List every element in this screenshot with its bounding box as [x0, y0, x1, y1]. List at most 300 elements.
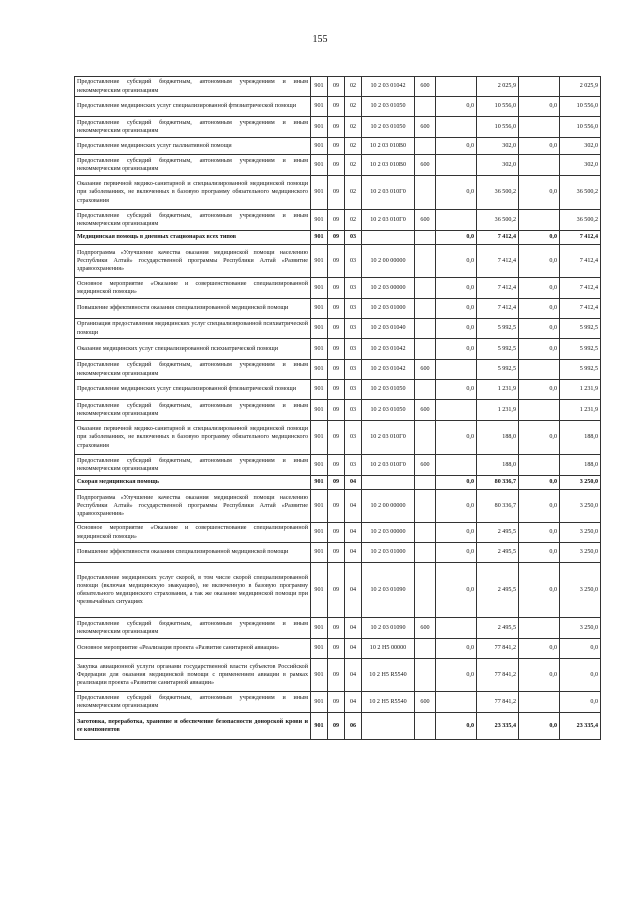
value-col-4: 188,0 — [560, 421, 601, 455]
target-article-code: 10 2 03 01090 — [362, 563, 415, 618]
admin-code: 901 — [311, 176, 328, 210]
expense-type-code: 600 — [415, 692, 436, 713]
value-col-4: 1 231,9 — [560, 380, 601, 400]
value-col-1: 0,0 — [436, 176, 477, 210]
table-row — [75, 380, 601, 400]
value-col-4: 0,0 — [560, 659, 601, 692]
value-col-4: 0,0 — [560, 639, 601, 659]
value-col-1: 0,0 — [436, 476, 477, 490]
section-code: 09 — [328, 77, 345, 97]
target-article-code: 10 2 00 00000 — [362, 245, 415, 278]
value-col-4: 7 412,4 — [560, 231, 601, 245]
value-col-1: 0,0 — [436, 490, 477, 523]
value-col-2: 7 412,4 — [477, 245, 519, 278]
admin-code: 901 — [311, 692, 328, 713]
row-name: Предоставление субсидий бюджетным, автономным учреждениям и иным некоммерческим организациям — [75, 692, 311, 713]
value-col-3: 0,0 — [519, 278, 560, 299]
section-code: 09 — [328, 339, 345, 360]
expense-type-code: 600 — [415, 455, 436, 476]
expense-type-code — [415, 278, 436, 299]
expense-type-code — [415, 319, 436, 339]
value-col-3 — [519, 455, 560, 476]
value-col-4: 2 025,9 — [560, 77, 601, 97]
table-row — [75, 543, 601, 563]
admin-code: 901 — [311, 543, 328, 563]
admin-code: 901 — [311, 155, 328, 176]
value-col-3: 0,0 — [519, 138, 560, 155]
value-col-1: 0,0 — [436, 299, 477, 319]
section-code: 09 — [328, 639, 345, 659]
section-code: 09 — [328, 319, 345, 339]
table-row — [75, 138, 601, 155]
subsection-code: 03 — [345, 278, 362, 299]
row-name: Предоставление медицинских услуг скорой, в том числе скорой специализированной помощи (включая медицинскую эвакуацию), не включенную в базовую программу обязательного медицинского страхования, а так же оказание медицинской помощи при чрезвычайных ситуациях — [75, 563, 311, 618]
value-col-3 — [519, 618, 560, 639]
value-col-3 — [519, 155, 560, 176]
value-col-4: 3 250,0 — [560, 543, 601, 563]
subsection-code: 03 — [345, 319, 362, 339]
value-col-3: 0,0 — [519, 231, 560, 245]
target-article-code: 10 2 03 01040 — [362, 319, 415, 339]
section-code: 09 — [328, 299, 345, 319]
expense-type-code — [415, 231, 436, 245]
row-name: Предоставление субсидий бюджетным, автономным учреждениям и иным некоммерческим организациям — [75, 360, 311, 380]
value-col-1 — [436, 455, 477, 476]
table-row — [75, 490, 601, 523]
admin-code: 901 — [311, 319, 328, 339]
table-row — [75, 176, 601, 210]
value-col-4: 3 250,0 — [560, 618, 601, 639]
value-col-3 — [519, 117, 560, 138]
table-row — [75, 659, 601, 692]
row-name: Оказание первичной медико-санитарной и специализированной медицинской помощи при заболеваниях, не включенных в базовую программу обязательного медицинского страхования — [75, 176, 311, 210]
value-col-3: 0,0 — [519, 639, 560, 659]
section-code: 09 — [328, 278, 345, 299]
section-code: 09 — [328, 400, 345, 421]
value-col-2: 77 841,2 — [477, 692, 519, 713]
subsection-code: 02 — [345, 97, 362, 117]
admin-code: 901 — [311, 278, 328, 299]
value-col-1: 0,0 — [436, 278, 477, 299]
table-row — [75, 155, 601, 176]
table-row — [75, 400, 601, 421]
target-article-code: 10 2 H5 R5540 — [362, 659, 415, 692]
value-col-1: 0,0 — [436, 563, 477, 618]
value-col-3: 0,0 — [519, 380, 560, 400]
section-code: 09 — [328, 155, 345, 176]
admin-code: 901 — [311, 299, 328, 319]
value-col-4: 36 500,2 — [560, 176, 601, 210]
expense-type-code — [415, 380, 436, 400]
value-col-2: 5 992,5 — [477, 339, 519, 360]
subsection-code: 03 — [345, 245, 362, 278]
value-col-4: 3 250,0 — [560, 490, 601, 523]
value-col-2: 2 495,5 — [477, 618, 519, 639]
admin-code: 901 — [311, 421, 328, 455]
row-name: Скорая медицинская помощь — [75, 476, 311, 490]
admin-code: 901 — [311, 231, 328, 245]
table-row — [75, 360, 601, 380]
admin-code: 901 — [311, 97, 328, 117]
section-code: 09 — [328, 117, 345, 138]
value-col-2: 302,0 — [477, 155, 519, 176]
admin-code: 901 — [311, 659, 328, 692]
row-name: Основное мероприятие «Оказание и совершенствование специализированной медицинской помощи» — [75, 523, 311, 543]
value-col-4: 7 412,4 — [560, 245, 601, 278]
admin-code: 901 — [311, 563, 328, 618]
value-col-3 — [519, 210, 560, 231]
target-article-code: 10 2 03 01000 — [362, 543, 415, 563]
value-col-4: 23 335,4 — [560, 713, 601, 740]
value-col-2: 10 556,0 — [477, 117, 519, 138]
table-row — [75, 210, 601, 231]
value-col-1: 0,0 — [436, 380, 477, 400]
value-col-1 — [436, 692, 477, 713]
table-row — [75, 278, 601, 299]
expense-type-code — [415, 490, 436, 523]
value-col-4: 5 992,5 — [560, 360, 601, 380]
row-name: Оказание первичной медико-санитарной и специализированной медицинской помощи при заболеваниях, не включенных в базовую программу обязательного медицинского страхования — [75, 421, 311, 455]
value-col-2: 77 841,2 — [477, 659, 519, 692]
subsection-code: 02 — [345, 117, 362, 138]
value-col-4: 10 556,0 — [560, 117, 601, 138]
value-col-3: 0,0 — [519, 421, 560, 455]
value-col-2: 7 412,4 — [477, 231, 519, 245]
table-row — [75, 455, 601, 476]
value-col-3: 0,0 — [519, 563, 560, 618]
subsection-code: 03 — [345, 400, 362, 421]
target-article-code: 10 2 03 01090 — [362, 618, 415, 639]
row-name: Предоставление медицинских услуг специализированной фтизиатрической помощи — [75, 97, 311, 117]
value-col-2: 23 335,4 — [477, 713, 519, 740]
value-col-4: 7 412,4 — [560, 278, 601, 299]
subsection-code: 04 — [345, 490, 362, 523]
page-number: 155 — [312, 34, 328, 45]
table-row — [75, 231, 601, 245]
admin-code: 901 — [311, 455, 328, 476]
row-name: Предоставление субсидий бюджетным, автономным учреждениям и иным некоммерческим организациям — [75, 155, 311, 176]
table-body — [75, 77, 601, 740]
value-col-1: 0,0 — [436, 245, 477, 278]
admin-code: 901 — [311, 360, 328, 380]
admin-code: 901 — [311, 210, 328, 231]
value-col-4: 0,0 — [560, 692, 601, 713]
value-col-2: 188,0 — [477, 455, 519, 476]
section-code: 09 — [328, 713, 345, 740]
row-name: Оказание медицинских услуг специализированной психиатрической помощи — [75, 339, 311, 360]
admin-code: 901 — [311, 77, 328, 97]
table-row — [75, 421, 601, 455]
expense-type-code — [415, 713, 436, 740]
table-row — [75, 319, 601, 339]
value-col-1 — [436, 117, 477, 138]
value-col-2: 5 992,5 — [477, 360, 519, 380]
table-row — [75, 245, 601, 278]
row-name: Основное мероприятие «Реализация проекта «Развитие санитарной авиации» — [75, 639, 311, 659]
table-row — [75, 339, 601, 360]
expense-type-code — [415, 299, 436, 319]
admin-code: 901 — [311, 639, 328, 659]
subsection-code: 04 — [345, 692, 362, 713]
value-col-1 — [436, 400, 477, 421]
section-code: 09 — [328, 476, 345, 490]
section-code: 09 — [328, 360, 345, 380]
section-code: 09 — [328, 245, 345, 278]
row-name: Предоставление субсидий бюджетным, автономным учреждениям и иным некоммерческим организациям — [75, 210, 311, 231]
section-code: 09 — [328, 455, 345, 476]
row-name: Заготовка, переработка, хранение и обеспечение безопасности донорской крови и ее компонентов — [75, 713, 311, 740]
section-code: 09 — [328, 523, 345, 543]
value-col-3: 0,0 — [519, 299, 560, 319]
subsection-code: 06 — [345, 713, 362, 740]
row-name: Подпрограмма «Улучшение качества оказания медицинской помощи населению Республики Алтай» государственной программы Республики Алтай «Развитие здравоохранения» — [75, 245, 311, 278]
subsection-code: 02 — [345, 176, 362, 210]
expense-type-code — [415, 176, 436, 210]
target-article-code: 10 2 03 00000 — [362, 278, 415, 299]
value-col-2: 302,0 — [477, 138, 519, 155]
value-col-2: 36 500,2 — [477, 210, 519, 231]
value-col-3: 0,0 — [519, 543, 560, 563]
value-col-1: 0,0 — [436, 543, 477, 563]
row-name: Медицинская помощь в дневных стационарах всех типов — [75, 231, 311, 245]
row-name: Предоставление медицинских услуг специализированной фтизиатрической помощи — [75, 380, 311, 400]
target-article-code — [362, 476, 415, 490]
value-col-3: 0,0 — [519, 176, 560, 210]
value-col-2: 77 841,2 — [477, 639, 519, 659]
target-article-code: 10 2 03 010Г0 — [362, 176, 415, 210]
value-col-1: 0,0 — [436, 523, 477, 543]
value-col-4: 188,0 — [560, 455, 601, 476]
subsection-code: 03 — [345, 455, 362, 476]
subsection-code: 03 — [345, 421, 362, 455]
admin-code: 901 — [311, 523, 328, 543]
value-col-1: 0,0 — [436, 639, 477, 659]
target-article-code: 10 2 03 01050 — [362, 400, 415, 421]
value-col-3: 0,0 — [519, 523, 560, 543]
target-article-code: 10 2 03 010Г0 — [362, 455, 415, 476]
row-name: Повышение эффективности оказания специализированной медицинской помощи — [75, 299, 311, 319]
expense-type-code — [415, 476, 436, 490]
table-row — [75, 299, 601, 319]
value-col-3 — [519, 360, 560, 380]
section-code: 09 — [328, 97, 345, 117]
admin-code: 901 — [311, 490, 328, 523]
expense-type-code — [415, 543, 436, 563]
admin-code: 901 — [311, 245, 328, 278]
table-row — [75, 476, 601, 490]
value-col-4: 3 250,0 — [560, 476, 601, 490]
value-col-2: 188,0 — [477, 421, 519, 455]
section-code: 09 — [328, 659, 345, 692]
value-col-4: 302,0 — [560, 138, 601, 155]
target-article-code: 10 2 03 010Г0 — [362, 210, 415, 231]
subsection-code: 03 — [345, 380, 362, 400]
target-article-code: 10 2 H5 R5540 — [362, 692, 415, 713]
value-col-1 — [436, 77, 477, 97]
row-name: Предоставление субсидий бюджетным, автономным учреждениям и иным некоммерческим организациям — [75, 455, 311, 476]
value-col-3: 0,0 — [519, 659, 560, 692]
value-col-2: 10 556,0 — [477, 97, 519, 117]
value-col-2: 5 992,5 — [477, 319, 519, 339]
section-code: 09 — [328, 231, 345, 245]
expense-type-code: 600 — [415, 155, 436, 176]
subsection-code: 03 — [345, 231, 362, 245]
value-col-4: 3 250,0 — [560, 523, 601, 543]
target-article-code — [362, 231, 415, 245]
subsection-code: 03 — [345, 360, 362, 380]
target-article-code: 10 2 03 010Г0 — [362, 421, 415, 455]
expense-type-code — [415, 523, 436, 543]
section-code: 09 — [328, 210, 345, 231]
expense-type-code: 600 — [415, 360, 436, 380]
section-code: 09 — [328, 692, 345, 713]
value-col-1: 0,0 — [436, 319, 477, 339]
row-name: Предоставление медицинских услуг паллиативной помощи — [75, 138, 311, 155]
value-col-1 — [436, 210, 477, 231]
value-col-2: 2 025,9 — [477, 77, 519, 97]
expense-type-code — [415, 421, 436, 455]
value-col-4: 10 556,0 — [560, 97, 601, 117]
admin-code: 901 — [311, 713, 328, 740]
value-col-2: 2 495,5 — [477, 523, 519, 543]
value-col-3: 0,0 — [519, 476, 560, 490]
value-col-3 — [519, 400, 560, 421]
table-row — [75, 563, 601, 618]
value-col-1: 0,0 — [436, 713, 477, 740]
subsection-code: 04 — [345, 476, 362, 490]
value-col-4: 5 992,5 — [560, 319, 601, 339]
admin-code: 901 — [311, 476, 328, 490]
target-article-code: 10 2 03 01050 — [362, 380, 415, 400]
value-col-3: 0,0 — [519, 713, 560, 740]
target-article-code: 10 2 03 00000 — [362, 523, 415, 543]
subsection-code: 02 — [345, 155, 362, 176]
expense-type-code — [415, 639, 436, 659]
target-article-code: 10 2 H5 00000 — [362, 639, 415, 659]
value-col-1: 0,0 — [436, 421, 477, 455]
expense-type-code — [415, 339, 436, 360]
value-col-4: 7 412,4 — [560, 299, 601, 319]
row-name: Подпрограмма «Улучшение качества оказания медицинской помощи населению Республики Алтай» государственной программы Республики Алтай «Развитие здравоохранения» — [75, 490, 311, 523]
table-row — [75, 523, 601, 543]
expense-type-code — [415, 138, 436, 155]
target-article-code: 10 2 03 01042 — [362, 77, 415, 97]
value-col-1: 0,0 — [436, 231, 477, 245]
value-col-2: 80 336,7 — [477, 476, 519, 490]
table-row — [75, 97, 601, 117]
table-row — [75, 77, 601, 97]
value-col-4: 3 250,0 — [560, 563, 601, 618]
value-col-4: 36 500,2 — [560, 210, 601, 231]
subsection-code: 04 — [345, 659, 362, 692]
row-name: Закупка авиационной услуги органами государственной власти субъектов Российской Федерации для оказания медицинской помощи с применением авиации в рамках реализации проекта «Развитие санитарной авиации» — [75, 659, 311, 692]
value-col-1 — [436, 618, 477, 639]
subsection-code: 03 — [345, 339, 362, 360]
admin-code: 901 — [311, 618, 328, 639]
admin-code: 901 — [311, 380, 328, 400]
expense-type-code: 600 — [415, 618, 436, 639]
row-name: Предоставление субсидий бюджетным, автономным учреждениям и иным некоммерческим организациям — [75, 77, 311, 97]
value-col-2: 2 495,5 — [477, 563, 519, 618]
target-article-code: 10 2 03 01050 — [362, 117, 415, 138]
value-col-1: 0,0 — [436, 97, 477, 117]
value-col-2: 1 231,9 — [477, 380, 519, 400]
section-code: 09 — [328, 380, 345, 400]
subsection-code: 02 — [345, 210, 362, 231]
table-row — [75, 639, 601, 659]
row-name: Организация предоставления медицинских услуг специализированной психиатрической помощи — [75, 319, 311, 339]
target-article-code — [362, 713, 415, 740]
table-row — [75, 618, 601, 639]
section-code: 09 — [328, 490, 345, 523]
admin-code: 901 — [311, 400, 328, 421]
subsection-code: 02 — [345, 77, 362, 97]
subsection-code: 03 — [345, 299, 362, 319]
value-col-4: 1 231,9 — [560, 400, 601, 421]
admin-code: 901 — [311, 339, 328, 360]
table-row — [75, 117, 601, 138]
value-col-3: 0,0 — [519, 245, 560, 278]
row-name: Повышение эффективности оказания специализированной медицинской помощи — [75, 543, 311, 563]
table-row — [75, 692, 601, 713]
target-article-code: 10 2 03 01042 — [362, 339, 415, 360]
value-col-3 — [519, 692, 560, 713]
admin-code: 901 — [311, 117, 328, 138]
value-col-3 — [519, 77, 560, 97]
value-col-3: 0,0 — [519, 339, 560, 360]
section-code: 09 — [328, 176, 345, 210]
row-name: Основное мероприятие «Оказание и совершенствование специализированной медицинской помощи» — [75, 278, 311, 299]
expense-type-code — [415, 563, 436, 618]
value-col-2: 7 412,4 — [477, 299, 519, 319]
expense-type-code — [415, 97, 436, 117]
value-col-3: 0,0 — [519, 319, 560, 339]
value-col-1: 0,0 — [436, 659, 477, 692]
section-code: 09 — [328, 543, 345, 563]
value-col-3: 0,0 — [519, 97, 560, 117]
value-col-4: 302,0 — [560, 155, 601, 176]
value-col-2: 80 336,7 — [477, 490, 519, 523]
value-col-1 — [436, 155, 477, 176]
expense-type-code — [415, 659, 436, 692]
target-article-code: 10 2 03 010В0 — [362, 155, 415, 176]
target-article-code: 10 2 03 010В0 — [362, 138, 415, 155]
section-code: 09 — [328, 563, 345, 618]
row-name: Предоставление субсидий бюджетным, автономным учреждениям и иным некоммерческим организациям — [75, 400, 311, 421]
subsection-code: 04 — [345, 639, 362, 659]
subsection-code: 02 — [345, 138, 362, 155]
value-col-1: 0,0 — [436, 339, 477, 360]
target-article-code: 10 2 00 00000 — [362, 490, 415, 523]
subsection-code: 04 — [345, 523, 362, 543]
subsection-code: 04 — [345, 618, 362, 639]
row-name: Предоставление субсидий бюджетным, автономным учреждениям и иным некоммерческим организациям — [75, 117, 311, 138]
subsection-code: 04 — [345, 543, 362, 563]
expense-type-code: 600 — [415, 210, 436, 231]
table-row — [75, 713, 601, 740]
target-article-code: 10 2 03 01000 — [362, 299, 415, 319]
value-col-1: 0,0 — [436, 138, 477, 155]
section-code: 09 — [328, 618, 345, 639]
value-col-2: 7 412,4 — [477, 278, 519, 299]
admin-code: 901 — [311, 138, 328, 155]
value-col-2: 1 231,9 — [477, 400, 519, 421]
target-article-code: 10 2 03 01050 — [362, 97, 415, 117]
expense-type-code: 600 — [415, 117, 436, 138]
value-col-1 — [436, 360, 477, 380]
row-name: Предоставление субсидий бюджетным, автономным учреждениям и иным некоммерческим организациям — [75, 618, 311, 639]
section-code: 09 — [328, 421, 345, 455]
